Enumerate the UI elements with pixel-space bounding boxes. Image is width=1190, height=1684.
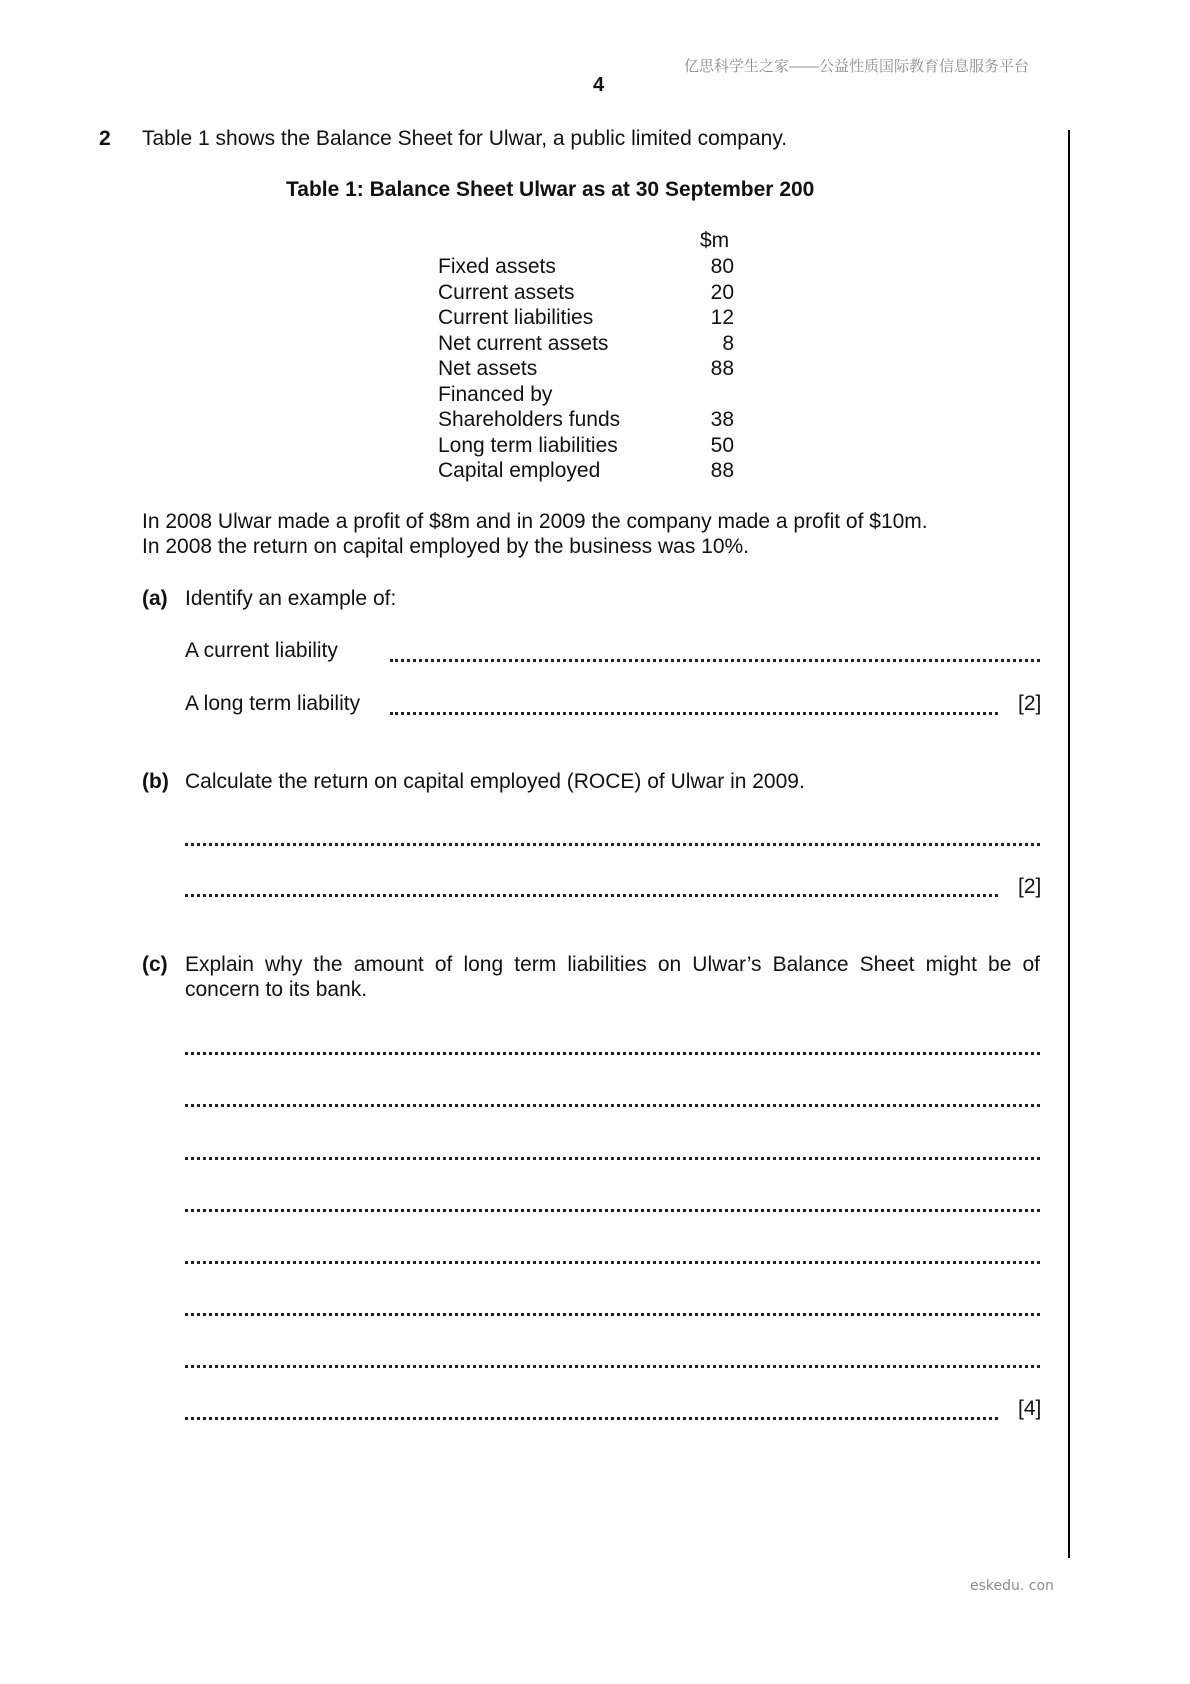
part-b-marks: [2] [1018,875,1042,898]
row-label: Current assets [438,281,575,304]
part-a-item-2: A long term liability [185,692,361,715]
part-c-marks: [4] [1018,1397,1042,1420]
row-value: 38 [710,408,734,431]
row-label: Net assets [438,357,538,380]
row-value: 50 [710,434,734,457]
answer-line-c4[interactable] [185,1209,1040,1212]
answer-line-a2[interactable] [390,712,998,715]
page-number: 4 [593,74,605,96]
part-a-prompt: Identify an example of: [185,587,397,610]
answer-line-c2[interactable] [185,1104,1040,1107]
answer-line-a1[interactable] [390,659,1040,662]
footer-watermark: eskedu. con [970,1578,1054,1594]
part-a-label: (a) [142,587,168,610]
answer-line-b1[interactable] [185,843,1040,846]
question-number: 2 [99,127,111,150]
context-line-2: In 2008 the return on capital employed by the business was 10%. [142,535,750,558]
row-value: 8 [722,332,734,355]
row-value: 80 [710,255,734,278]
answer-line-c7[interactable] [185,1365,1040,1368]
context-line-1: In 2008 Ulwar made a profit of $8m and in 2009 the company made a profit of $10m. [142,510,928,533]
row-value: 88 [710,357,734,380]
part-c-prompt-line-1: Explain why the amount of long term liabilities on Ulwar’s Balance Sheet might be of [185,953,1040,976]
part-a-item-1: A current liability [185,639,338,662]
row-label: Capital employed [438,459,601,482]
part-c-label: (c) [142,953,168,976]
answer-line-c3[interactable] [185,1157,1040,1160]
row-label: Fixed assets [438,255,556,278]
row-value: 20 [710,281,734,304]
part-c-prompt-line-2: concern to its bank. [185,978,368,1001]
part-a-marks: [2] [1018,692,1042,715]
part-b-prompt: Calculate the return on capital employed (ROCE) of Ulwar in 2009. [185,770,805,793]
answer-line-c1[interactable] [185,1052,1040,1055]
row-label: Net current assets [438,332,609,355]
row-label: Current liabilities [438,306,594,329]
answer-line-c5[interactable] [185,1261,1040,1264]
table-title: Table 1: Balance Sheet Ulwar as at 30 September 200 [286,178,815,201]
row-label: Financed by [438,383,553,406]
answer-line-c6[interactable] [185,1313,1040,1316]
row-label: Long term liabilities [438,434,618,457]
header-watermark: 亿思科学生之家——公益性质国际教育信息服务平台 [684,58,1030,75]
row-value: 12 [710,306,734,329]
unit-header: $m [700,229,730,252]
row-label: Shareholders funds [438,408,621,431]
answer-line-c8[interactable] [185,1417,998,1420]
margin-rule [1068,130,1070,1558]
row-value: 88 [710,459,734,482]
answer-line-b2[interactable] [185,894,998,897]
question-intro: Table 1 shows the Balance Sheet for Ulwar, a public limited company. [142,127,788,150]
part-b-label: (b) [142,770,169,793]
